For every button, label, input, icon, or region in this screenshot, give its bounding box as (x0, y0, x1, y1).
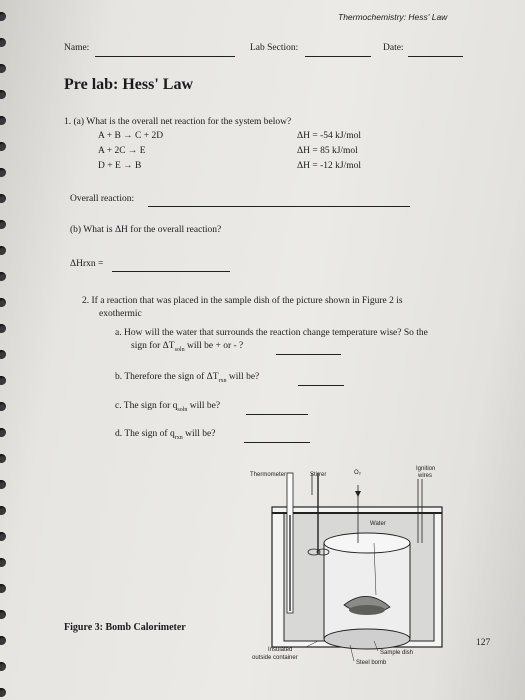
name-label: Name: (64, 43, 90, 53)
lab-section-field[interactable] (305, 46, 371, 57)
steel-bomb (324, 543, 410, 639)
reaction-1-eq: A + B → C + 2D (98, 131, 164, 141)
reaction-3-dh: ΔH = -12 kJ/mol (297, 161, 361, 171)
q2d-answer-field[interactable] (244, 432, 310, 443)
stirrer-label: Stirrer (310, 472, 327, 478)
bomb-calorimeter-diagram (246, 455, 458, 680)
page-title: Pre lab: Hess' Law (64, 76, 194, 93)
sample-dish-label: Sample dish (380, 650, 414, 656)
q2d-text: d. The sign of $q_{rxn}$ will be? (115, 429, 216, 441)
q2c-answer-field[interactable] (246, 404, 308, 415)
reaction-3-eq: D + E → B (98, 161, 142, 171)
steel-bomb-label: Steel bomb (356, 660, 387, 666)
reaction-1-dh: ΔH = -54 kJ/mol (297, 131, 361, 141)
dh-rxn-label: ΔHrxn = (70, 259, 104, 269)
dh-rxn-field[interactable] (112, 261, 230, 272)
ignition-label-2: wires (418, 473, 433, 479)
q1b-text: (b) What is ΔH for the overall reaction? (70, 225, 222, 235)
o2-label: O₂ (354, 470, 361, 476)
insulated-label-1: Insulated (268, 647, 293, 653)
date-label: Date: (383, 43, 404, 53)
reaction-2-eq: A + 2C → E (98, 146, 146, 156)
overall-reaction-field[interactable] (148, 196, 410, 207)
q2a-line1: a. How will the water that surrounds the reaction change temperature wise? So the (115, 328, 428, 338)
ignition-label-1: Ignition (416, 466, 436, 472)
running-header: Thermochemistry: Hess' Law (338, 12, 448, 22)
q1a-text: 1. (a) What is the overall net reaction for the system below? (64, 117, 292, 127)
insulated-label-2: outside container (252, 655, 298, 661)
q2-stem-line1: 2. If a reaction that was placed in the sample dish of the picture shown in Figure 2 is (82, 296, 403, 306)
name-field[interactable] (95, 46, 235, 57)
q2a-line2: sign for $\Delta T_{soln}$ will be + or - ? (131, 341, 244, 353)
date-field[interactable] (408, 46, 463, 57)
overall-reaction-label: Overall reaction: (70, 194, 135, 204)
reaction-2-dh: ΔH = 85 kJ/mol (297, 146, 358, 156)
q2c-text: c. The sign for $q_{soln}$ will be? (115, 401, 221, 413)
figure-caption: Figure 3: Bomb Calorimeter (64, 622, 186, 633)
lab-section-label: Lab Section: (250, 43, 299, 53)
binder-holes (0, 0, 14, 700)
q2b-text: b. Therefore the sign of $\Delta T_{rxn}$ will be? (115, 372, 260, 384)
thermometer-label: Thermometer (250, 472, 287, 478)
q2-stem-line2: exothermic (99, 309, 142, 319)
q2a-answer-field[interactable] (276, 344, 341, 355)
page-number: 127 (476, 638, 491, 648)
q2b-answer-field[interactable] (298, 375, 344, 386)
water-label: Water (370, 521, 386, 527)
